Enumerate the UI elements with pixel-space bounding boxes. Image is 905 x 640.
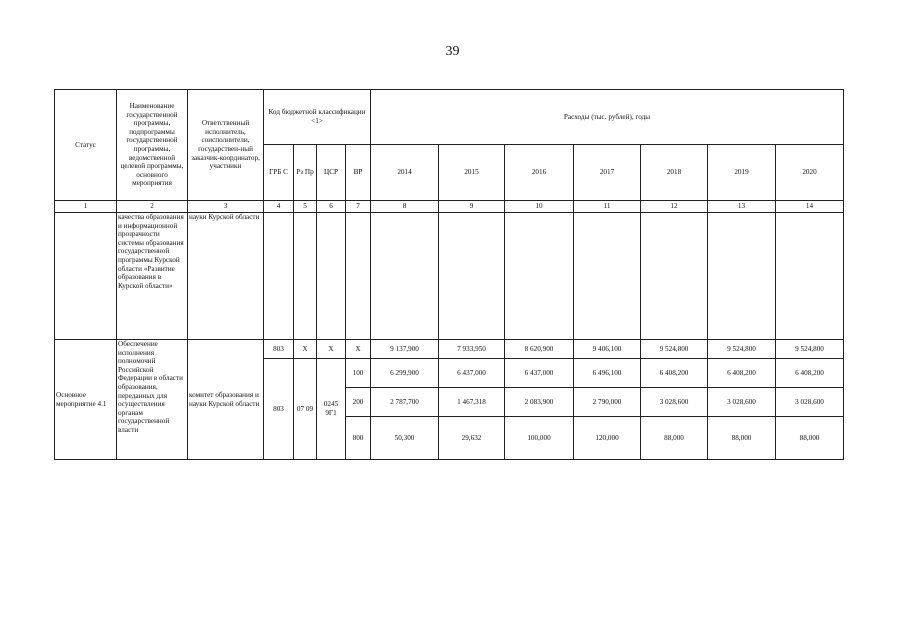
row-value: 1 467,318 (439, 388, 505, 417)
row-value: 29,632 (439, 417, 505, 460)
budget-table (54, 89, 844, 460)
column-number: 7 (346, 201, 371, 213)
row-value: 88,000 (641, 417, 708, 460)
column-number: 2 (117, 201, 188, 213)
total-value: 8 620,900 (505, 340, 574, 359)
page-number: 39 (445, 44, 460, 59)
activity-responsible: комитет образования и науки Курской области (188, 340, 264, 460)
column-number: 5 (294, 201, 317, 213)
total-value: 9 524,800 (776, 340, 844, 359)
header-year: 2014 (371, 145, 439, 201)
total-value: 9 406,100 (574, 340, 641, 359)
row-value: 6 408,200 (776, 359, 844, 388)
header-vr: ВР (346, 145, 371, 201)
row-value: 100,000 (505, 417, 574, 460)
row-value: 3 028,600 (776, 388, 844, 417)
continuation-name: качества образования и информационной прозрачности системы образования государственной программы Курской области «Развитие образования в Курской области» (117, 213, 188, 340)
vr-code: 200 (346, 388, 371, 417)
row-value: 50,300 (371, 417, 439, 460)
continuation-responsible: науки Курской области (188, 213, 264, 340)
header-status: Статус (55, 90, 117, 201)
column-number: 4 (264, 201, 294, 213)
row-value: 6 496,100 (574, 359, 641, 388)
header-rzpr: Рз Пр (294, 145, 317, 201)
header-year: 2018 (641, 145, 708, 201)
header-year: 2020 (776, 145, 844, 201)
continuation-status (55, 213, 117, 340)
column-number: 11 (574, 201, 641, 213)
column-number: 9 (439, 201, 505, 213)
total-value: 9 524,800 (708, 340, 776, 359)
vr-code: 800 (346, 417, 371, 460)
total-value: 9 137,900 (371, 340, 439, 359)
column-number: 6 (317, 201, 346, 213)
header-budget-code: Код бюджетной классификации <1> (264, 90, 371, 145)
total-grbs: 803 (264, 340, 294, 359)
row-value: 2 787,700 (371, 388, 439, 417)
code-rzpr: 07 09 (294, 359, 317, 460)
row-value: 6 299,900 (371, 359, 439, 388)
header-grbs: ГРБ С (264, 145, 294, 201)
code-grbs: 803 (264, 359, 294, 460)
row-value: 88,000 (776, 417, 844, 460)
activity-status: Основное мероприятие 4.1 (55, 340, 117, 460)
total-csr: X (317, 340, 346, 359)
header-year: 2019 (708, 145, 776, 201)
header-expenses: Расходы (тыс. рублей), годы (371, 90, 844, 145)
row-value: 6 408,200 (641, 359, 708, 388)
row-value: 6 408,200 (708, 359, 776, 388)
column-number: 10 (505, 201, 574, 213)
row-value: 3 028,600 (708, 388, 776, 417)
header-year: 2015 (439, 145, 505, 201)
column-number: 3 (188, 201, 264, 213)
header-year: 2017 (574, 145, 641, 201)
row-value: 2 790,000 (574, 388, 641, 417)
row-value: 6 437,000 (439, 359, 505, 388)
header-csr: ЦСР (317, 145, 346, 201)
column-number: 13 (708, 201, 776, 213)
row-value: 3 028,600 (641, 388, 708, 417)
column-number: 14 (776, 201, 844, 213)
header-year: 2016 (505, 145, 574, 201)
code-csr: 0245 9Г1 (317, 359, 346, 460)
row-value: 2 083,900 (505, 388, 574, 417)
row-value: 88,000 (708, 417, 776, 460)
column-number: 1 (55, 201, 117, 213)
activity-name: Обеспечение исполнения полномочий Российской Федерации в области образования, переданных для осуществления органам государственной власти (117, 340, 188, 460)
row-value: 6 437,000 (505, 359, 574, 388)
total-value: 7 933,950 (439, 340, 505, 359)
header-responsible: Ответственный исполнитель, соисполнители, государствен-ный заказчик-координатор, участники (188, 90, 264, 201)
header-name: Наименование государственной программы, подпрограммы государственной программы, ведомственной целевой программы, основного мероприятия (117, 90, 188, 201)
column-number: 12 (641, 201, 708, 213)
column-number: 8 (371, 201, 439, 213)
total-rzpr: X (294, 340, 317, 359)
row-value: 120,000 (574, 417, 641, 460)
total-vr: X (346, 340, 371, 359)
total-value: 9 524,800 (641, 340, 708, 359)
vr-code: 100 (346, 359, 371, 388)
